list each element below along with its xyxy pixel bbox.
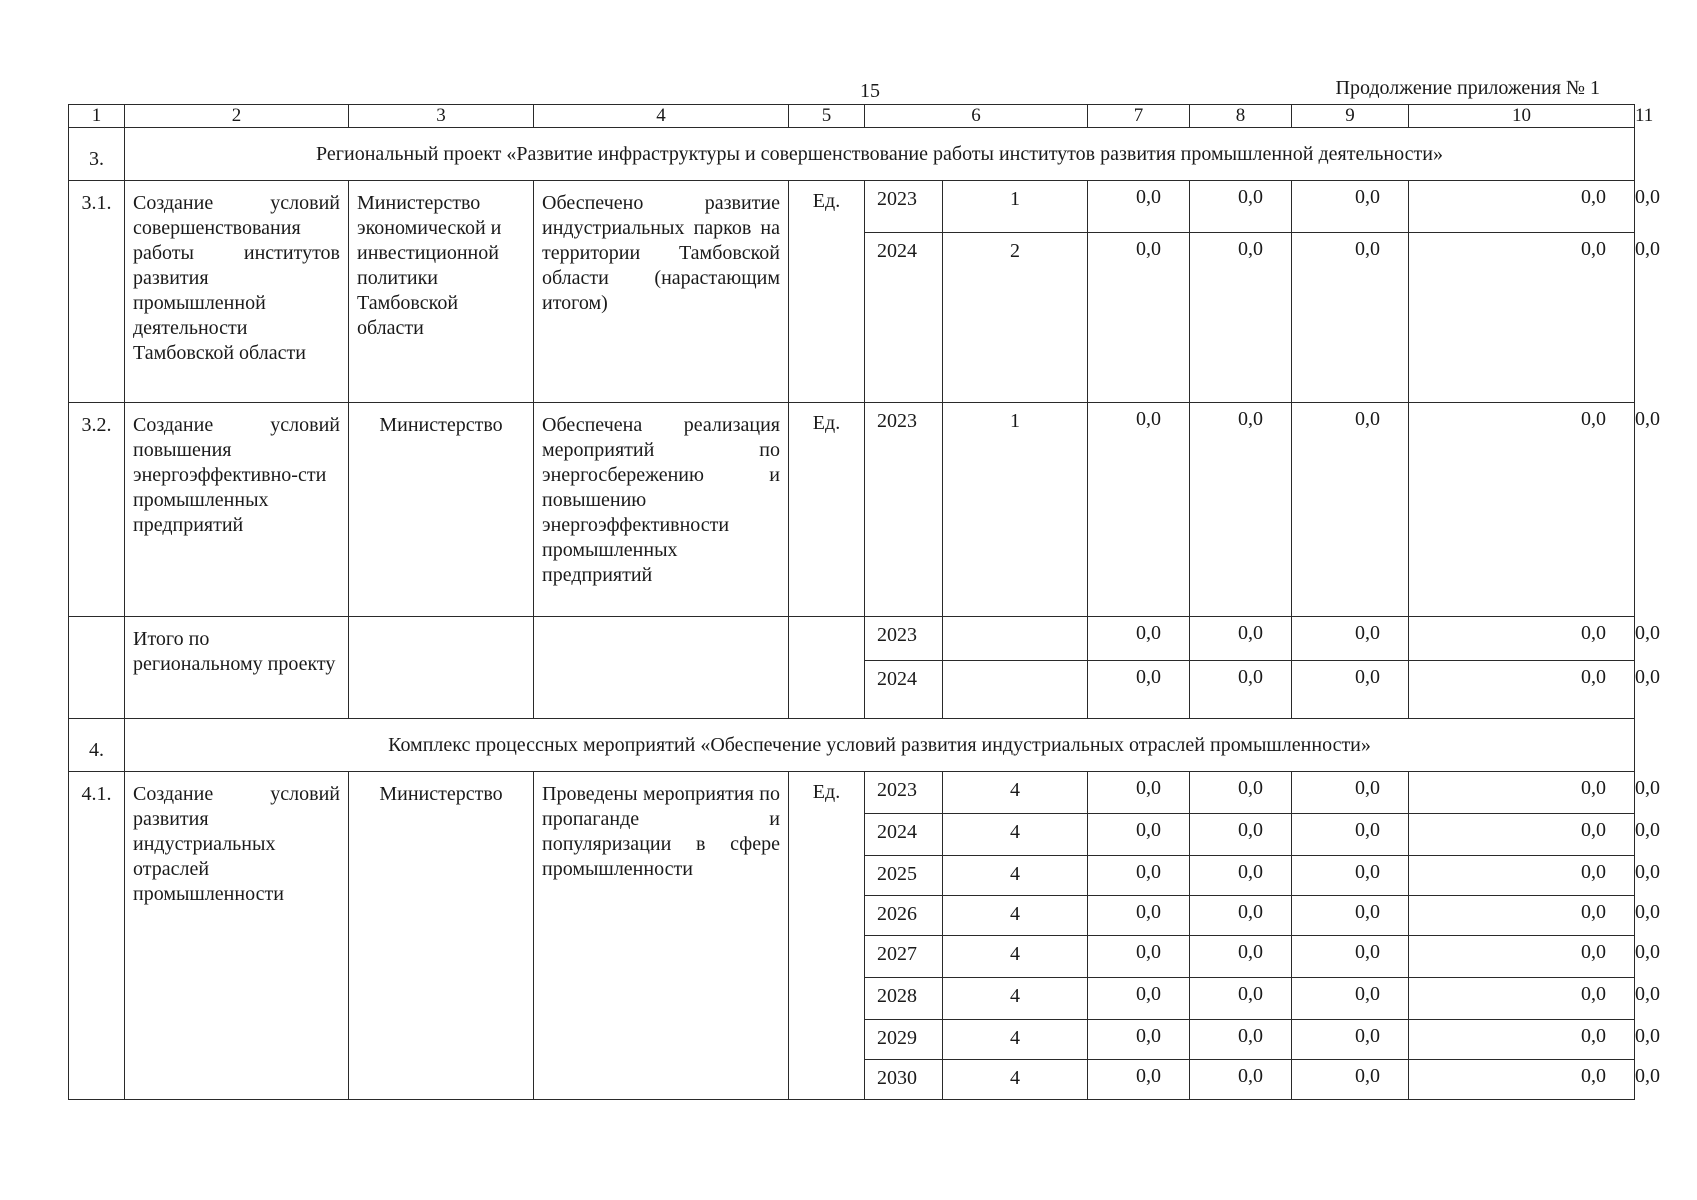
table-row: 2024 2 0,0 0,0 0,0 0,0 0,0 [69,233,1635,403]
year-cell: 2028 [865,978,943,1020]
activity-name: Создание условий развития индустриальных отраслей промышленности [125,772,349,1100]
indicator-value [943,617,1088,661]
funding-value: 0,0 [1190,403,1292,617]
indicator-value: 4 [943,978,1088,1020]
funding-value: 0,0 [1190,617,1292,661]
column-number: 7 [1088,105,1190,128]
funding-value: 0,0 [1409,617,1635,661]
column-number: 5 [789,105,865,128]
funding-value: 0,0 [1292,1060,1409,1100]
table-row: 2025 4 0,0 0,0 0,0 0,0 0,0 [69,856,1635,896]
year-cell: 2025 [865,856,943,896]
funding-value: 0,0 [1409,1060,1635,1100]
table-row: 2027 4 0,0 0,0 0,0 0,0 0,0 [69,936,1635,978]
funding-value: 0,0 [1190,1020,1292,1060]
section-title: Региональный проект «Развитие инфраструктуры и совершенствование работы институтов развития промышленной деятельности» [125,128,1635,181]
table-body [69,105,1660,1100]
funding-value: 0,0 [1190,181,1292,233]
funding-value: 0,0 [1190,233,1292,403]
funding-value: 0,0 [1409,772,1635,814]
row-number: 3.1. [69,181,125,403]
funding-value: 0,0 [1190,661,1292,719]
funding-value: 0,0 [1088,233,1190,403]
funding-value: 0,0 [1088,978,1190,1020]
funding-value: 0,0 [1190,856,1292,896]
section-row [69,719,1635,772]
unit-cell [789,617,865,719]
funding-value: 0,0 [1409,814,1635,856]
funding-value: 0,0 [1088,181,1190,233]
funding-value: 0,0 [1190,1060,1292,1100]
funding-value: 0,0 [1292,1020,1409,1060]
executor-cell: Министерство [349,403,534,617]
funding-value: 0,0 [1292,978,1409,1020]
funding-value: 0,0 [1190,936,1292,978]
funding-value: 0,0 [1409,978,1635,1020]
column-number: 8 [1190,105,1292,128]
table-row: 2024 4 0,0 0,0 0,0 0,0 0,0 [69,814,1635,856]
table-row: 2030 4 0,0 0,0 0,0 0,0 0,0 [69,1060,1635,1100]
year-cell: 2023 [865,403,943,617]
total-label: Итого по региональному проекту [125,617,349,719]
indicator-value: 4 [943,856,1088,896]
table-row: 4.1. Создание условий развития индустриальных отраслей промышленности Министерство Проведены мероприятия по пропаганде и популяризации в сфере промышленности Ед. 2023 4 0,0 0,0 0,0 0,0 0,0 [69,772,1635,814]
indicator-value: 4 [943,896,1088,936]
year-cell: 2024 [865,661,943,719]
row-number: 4.1. [69,772,125,1100]
year-cell: 2030 [865,1060,943,1100]
funding-value: 0,0 [1292,936,1409,978]
table-row: 2024 0,0 0,0 0,0 0,0 0,0 [69,661,1635,719]
section-title: Комплекс процессных мероприятий «Обеспечение условий развития индустриальных отраслей промышленности» [125,719,1635,772]
indicator-value: 4 [943,1060,1088,1100]
indicator-value: 4 [943,814,1088,856]
funding-value: 0,0 [1088,1020,1190,1060]
funding-value: 0,0 [1088,661,1190,719]
funding-value: 0,0 [1409,181,1635,233]
funding-value: 0,0 [1190,978,1292,1020]
year-cell: 2024 [865,233,943,403]
activity-name: Создание условий повышения энергоэффективно-сти промышленных предприятий [125,403,349,617]
column-number: 10 [1409,105,1635,128]
funding-value: 0,0 [1292,896,1409,936]
year-cell: 2023 [865,181,943,233]
funding-value: 0,0 [1409,661,1635,719]
table-row: 3.2. Создание условий повышения энергоэффективно-сти промышленных предприятий Министерство Обеспечена реализация мероприятий по энергосбережению и повышению энергоэффективности промышленных предприятий Ед. 2023 1 0,0 0,0 0,0 0,0 0,0 [69,403,1635,617]
funding-value: 0,0 [1088,856,1190,896]
indicator-value: 4 [943,1020,1088,1060]
funding-value: 0,0 [1292,772,1409,814]
funding-value: 0,0 [1088,617,1190,661]
result-cell: Обеспечена реализация мероприятий по энергосбережению и повышению энергоэффективности промышленных предприятий [534,403,789,617]
funding-value: 0,0 [1292,181,1409,233]
funding-value: 0,0 [1409,856,1635,896]
unit-cell: Ед. [789,772,865,1100]
funding-value: 0,0 [1088,896,1190,936]
row-number [69,617,125,719]
table-row: 2029 4 0,0 0,0 0,0 0,0 0,0 [69,1020,1635,1060]
funding-value: 0,0 [1409,1020,1635,1060]
year-cell: 2027 [865,936,943,978]
table-row: 3.1. Создание условий совершенствования работы институтов развития промышленной деятельности Тамбовской области Министерство экономической и инвестиционной политики Тамбовской области Обеспечено развитие индустриальных парков на территории Тамбовской области (нарастающим итогом) Ед. 2023 1 0,0 0,0 0,0 0,0 0,0 [69,181,1635,233]
funding-value: 0,0 [1292,403,1409,617]
column-number-row: 1 2 3 4 5 6 7 8 9 10 11 [69,105,1635,128]
funding-value: 0,0 [1292,233,1409,403]
year-cell: 2029 [865,1020,943,1060]
table-row: Итого по региональному проекту 2023 0,0 0,0 0,0 0,0 0,0 [69,617,1635,661]
indicator-value: 2 [943,233,1088,403]
funding-value: 0,0 [1088,403,1190,617]
column-number: 3 [349,105,534,128]
executor-cell: Министерство экономической и инвестиционной политики Тамбовской области [349,181,534,403]
funding-value: 0,0 [1409,936,1635,978]
funding-value: 0,0 [1292,856,1409,896]
year-cell: 2023 [865,617,943,661]
section-number: 3. [69,128,125,181]
year-cell: 2024 [865,814,943,856]
appendix-table [68,104,1660,1100]
funding-value: 0,0 [1409,896,1635,936]
column-number: 1 [69,105,125,128]
table-row: 2026 4 0,0 0,0 0,0 0,0 0,0 [69,896,1635,936]
funding-value: 0,0 [1292,814,1409,856]
table-row: 2028 4 0,0 0,0 0,0 0,0 0,0 [69,978,1635,1020]
indicator-value: 1 [943,403,1088,617]
funding-value: 0,0 [1292,617,1409,661]
funding-value: 0,0 [1088,1060,1190,1100]
column-number: 6 [865,105,1088,128]
column-number: 9 [1292,105,1409,128]
year-cell: 2026 [865,896,943,936]
section-number: 4. [69,719,125,772]
page-number: 15 [860,80,880,102]
section-row [69,128,1635,181]
continuation-note: Продолжение приложения № 1 [1335,77,1600,99]
row-number: 3.2. [69,403,125,617]
funding-value: 0,0 [1292,661,1409,719]
funding-value: 0,0 [1088,936,1190,978]
funding-value: 0,0 [1409,233,1635,403]
indicator-value [943,661,1088,719]
unit-cell: Ед. [789,181,865,403]
executor-cell [349,617,534,719]
activity-name: Создание условий совершенствования работы институтов развития промышленной деятельности Тамбовской области [125,181,349,403]
funding-value: 0,0 [1409,403,1635,617]
column-number: 4 [534,105,789,128]
indicator-value: 4 [943,936,1088,978]
funding-value: 0,0 [1190,896,1292,936]
unit-cell: Ед. [789,403,865,617]
year-cell: 2023 [865,772,943,814]
result-cell: Проведены мероприятия по пропаганде и популяризации в сфере промышленности [534,772,789,1100]
result-cell [534,617,789,719]
funding-value: 0,0 [1190,814,1292,856]
funding-value: 0,0 [1088,814,1190,856]
indicator-value: 1 [943,181,1088,233]
indicator-value: 4 [943,772,1088,814]
result-cell: Обеспечено развитие индустриальных парков на территории Тамбовской области (нарастающим итогом) [534,181,789,403]
funding-value: 0,0 [1088,772,1190,814]
funding-value: 0,0 [1190,772,1292,814]
column-number: 2 [125,105,349,128]
executor-cell: Министерство [349,772,534,1100]
